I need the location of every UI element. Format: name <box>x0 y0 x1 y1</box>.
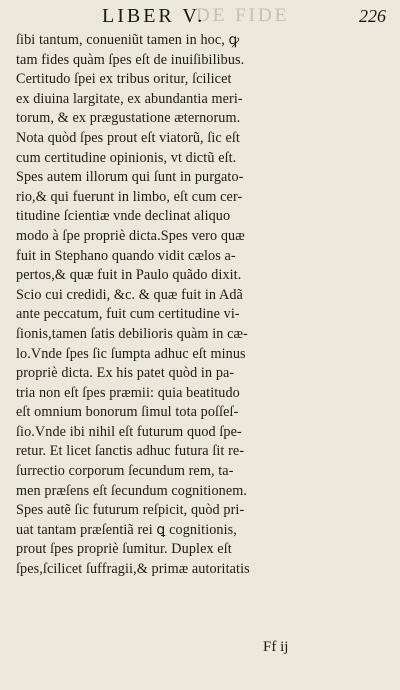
text-line: Certitudo ſpei ex tribus oritur, ſcilicet <box>16 71 232 88</box>
text-line: Spes autem illorum qui ſunt in purgato- <box>16 169 244 186</box>
text-line: ſio.Vnde ibi nihil eſt futurum quod ſpe- <box>16 423 242 440</box>
text-line: Scio cui credidi, &c. & quæ fuit in Adã <box>16 286 243 303</box>
text-line: ante peccatum, fuit cum certitudine vi- <box>16 306 240 323</box>
text-line: Nota quòd ſpes prout eſt viatorũ, ſic eſt <box>16 129 240 146</box>
text-line: ſionis,tamen ſatis debilioris quàm in cæ- <box>16 325 248 342</box>
text-line: fuit in Stephano quando vidit cælos a- <box>16 247 236 264</box>
text-line: lo.Vnde ſpes ſic ſumpta adhuc eſt minus <box>16 345 246 362</box>
text-line: rio,& qui fuerunt in limbo, eſt cum cer- <box>16 188 243 205</box>
text-line: ſpes,ſcilicet ſuffragii,& primæ autoritatis <box>16 561 250 578</box>
text-line: propriè dicta. Ex his patet quòd in pa- <box>16 365 235 382</box>
text-line: tria non eſt ſpes præmii: quia beatitudo <box>16 384 240 401</box>
text-line: ſurrectio corporum ſecundum rem, ta- <box>16 463 234 480</box>
body-text <box>16 31 388 580</box>
text-line: prout ſpes propriè ſumitur. Duplex eſt <box>16 541 232 558</box>
text-line: titudine ſcientiæ vnde declinat aliquo <box>16 208 231 225</box>
text-line: men præſens eſt ſecundum cognitionem. <box>16 482 248 499</box>
text-line: tam fides quàm ſpes eſt de inuiſibilibus. <box>16 51 245 68</box>
text-line: cum certitudine opinionis, vt dictũ eſt. <box>16 149 237 166</box>
text-line: eſt omnium bonorum ſimul tota poſſeſ- <box>16 404 239 421</box>
signature-mark: Ff ij <box>263 639 289 655</box>
running-head: LIBER V. <box>102 5 206 27</box>
text-line: pertos,& quæ fuit in Paulo quãdo dixit. <box>16 267 242 284</box>
text-line: modo à ſpe propriè dicta.Spes vero quæ <box>16 227 245 244</box>
bleed-through-text: DE FIDE <box>196 5 290 26</box>
text-line: retur. Et licet ſanctis adhuc futura ſit re- <box>16 443 245 460</box>
page-number: 226 <box>359 6 386 26</box>
page-header <box>0 2 400 28</box>
text-line: ex diuina largitate, ex abundantia meri- <box>16 90 243 107</box>
text-line: uat tantam præſentiã rei ꝗ cognitionis, <box>16 521 237 538</box>
text-line: torum, & ex prægustatione æternorum. <box>16 110 241 127</box>
text-line: ſibi tantum, conueniũt tamen in hoc, ꝙ <box>16 32 240 48</box>
text-line: Spes autẽ ſic futurum reſpicit, quòd pri- <box>16 502 245 519</box>
